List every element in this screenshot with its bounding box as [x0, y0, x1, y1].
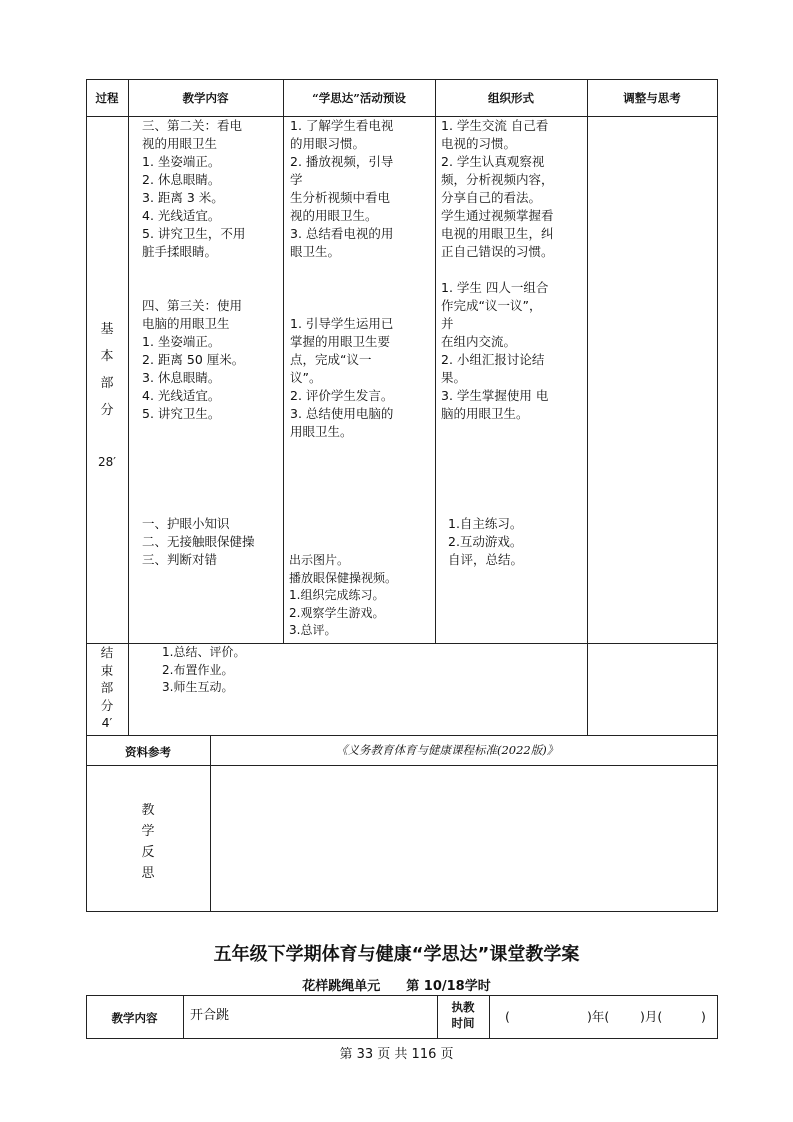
text-line: 2. 距离 50 厘米。	[142, 352, 245, 367]
text-line: 5. 讲究卫生。	[142, 406, 221, 421]
text-line: 作完成“议一议”，	[441, 298, 542, 313]
text-line: 时间	[451, 1016, 475, 1030]
text-line: 2. 评价学生发言。	[290, 388, 394, 403]
text-line: 一、护眼小知识	[142, 516, 230, 531]
label-char: 基	[100, 322, 114, 337]
reference-label: 资料参考	[125, 745, 171, 759]
text-line: 1. 学生 四人一组合	[441, 280, 549, 295]
activity-block-tv	[290, 117, 393, 261]
text-line: 用眼卫生。	[290, 424, 353, 439]
info-border-right	[717, 995, 718, 1038]
text-line: 分享自己的看法。	[441, 190, 542, 205]
label-char: 教	[141, 803, 155, 818]
col-divider-bottom	[210, 735, 211, 911]
text-line: 1. 坐姿端正。	[142, 154, 221, 169]
lesson-time-label	[437, 999, 489, 1031]
col-divider-2	[283, 79, 284, 643]
ending-section-divider	[86, 735, 718, 736]
lesson-subtitle: 花样跳绳单元 第 10/18学时	[302, 979, 491, 994]
date-open-paren: (	[505, 1009, 510, 1024]
reflection-label	[86, 800, 210, 884]
text-line: 议”。	[290, 370, 322, 385]
info-border-top	[86, 995, 718, 996]
ending-section-label	[86, 644, 128, 732]
text-line: 3.总评。	[289, 623, 337, 637]
text-line: 电视的习惯。	[441, 136, 517, 151]
organization-block-eye-care	[448, 515, 523, 569]
text-line: 果。	[441, 370, 467, 385]
label-char: 束	[100, 662, 114, 678]
lesson-content-label: 教学内容	[111, 1011, 158, 1025]
text-line: 5. 讲究卫生，不用	[142, 226, 246, 241]
col-divider-4	[587, 79, 588, 735]
activity-block-computer	[290, 315, 393, 441]
col-divider-3	[435, 79, 436, 643]
text-line: 频，分析视频内容，	[441, 172, 554, 187]
text-line: 正自己错误的习惯。	[441, 244, 554, 259]
text-line: 脏手揉眼睛。	[142, 244, 218, 259]
label-char: 结	[100, 645, 114, 660]
text-line: 视的用眼卫生。	[290, 208, 378, 223]
reference-text: 《义务教育体育与健康课程标准(2022版)》	[336, 743, 559, 757]
text-line: 四、第三关：使用	[142, 298, 243, 313]
text-line: 1. 了解学生看电视	[290, 118, 394, 133]
text-line: 4. 光线适宜。	[142, 208, 221, 223]
text-line: 自评，总结。	[448, 552, 524, 567]
date-day-label: )	[701, 1009, 706, 1024]
text-line: 执教	[451, 1000, 475, 1014]
text-line: 三、第二关：看电	[142, 118, 243, 133]
organization-block-computer	[441, 279, 548, 423]
header-process: 过程	[95, 91, 119, 105]
text-line: 3. 距离 3 米。	[142, 190, 224, 205]
text-line: 2. 学生认真观察视	[441, 154, 545, 169]
ending-section-time: 4′	[101, 715, 113, 730]
text-line: 2.互动游戏。	[448, 534, 523, 549]
organization-block-tv	[441, 117, 554, 261]
text-line: 1. 学生交流 自己看	[441, 118, 549, 133]
content-block-eye-care	[142, 515, 255, 569]
label-char: 反	[141, 845, 155, 860]
text-line: 脑的用眼卫生。	[441, 406, 529, 421]
text-line: 生分析视频中看电	[290, 190, 391, 205]
text-line: 电视的用眼卫生，纠	[441, 226, 554, 241]
text-line: 的用眼习惯。	[290, 136, 366, 151]
lesson-title: 五年级下学期体育与健康“学思达”课堂教学案	[213, 944, 580, 965]
text-line: 并	[441, 316, 454, 331]
table-border-right	[717, 79, 718, 911]
text-line: 3.师生互动。	[162, 680, 234, 694]
label-char: 部	[100, 680, 114, 695]
text-line: 4. 光线适宜。	[142, 388, 221, 403]
content-block-computer	[142, 297, 244, 423]
text-line: 2.观察学生游戏。	[289, 605, 385, 620]
text-line: 3. 学生掌握使用 电	[441, 388, 549, 403]
label-char: 学	[141, 824, 155, 839]
info-divider-1	[183, 995, 184, 1038]
page-number: 第 33 页 共 116 页	[339, 1047, 454, 1062]
text-line: 2. 休息眼睛。	[142, 172, 221, 187]
header-adjustment: 调整与思考	[623, 91, 681, 105]
text-line: 3. 总结使用电脑的	[290, 406, 394, 421]
table-border-top	[86, 79, 718, 80]
content-block-tv	[142, 117, 245, 261]
label-char: 部	[100, 376, 114, 391]
text-line: 3. 总结看电视的用	[290, 226, 394, 241]
label-char: 本	[100, 349, 114, 364]
lesson-content-value: 开合跳	[190, 1008, 230, 1023]
text-line: 1.自主练习。	[448, 516, 523, 531]
table-border-left	[86, 79, 87, 911]
text-line: 3. 休息眼睛。	[142, 370, 221, 385]
header-content: 教学内容	[182, 91, 229, 105]
text-line: 1. 引导学生运用已	[290, 316, 394, 331]
label-char: 思	[141, 866, 155, 881]
text-line: 二、无接触眼保健操	[142, 534, 255, 549]
text-line: 掌握的用眼卫生要	[290, 334, 391, 349]
basic-section-time: 28′	[98, 455, 116, 469]
text-line: 三、判断对错	[142, 552, 218, 567]
text-line: 播放眼保健操视频。	[289, 570, 398, 585]
text-line: 出示图片。	[289, 553, 350, 567]
text-line: 视的用眼卫生	[142, 136, 218, 151]
text-line: 点，完成“议一	[290, 352, 372, 367]
basic-section-label	[86, 316, 128, 424]
text-line: 1. 坐姿端正。	[142, 334, 221, 349]
text-line: 1.组织完成练习。	[289, 588, 385, 602]
text-line: 1.总结、评价。	[162, 645, 246, 659]
text-line: 学生通过视频掌握看	[441, 208, 554, 223]
text-line: 2. 小组汇报讨论结	[441, 352, 545, 367]
header-organization: 组织形式	[488, 91, 534, 105]
table-border-bottom	[86, 911, 718, 912]
text-line: 2.布置作业。	[162, 662, 234, 677]
date-month-label: )月(	[640, 1009, 663, 1024]
header-activity: “学思达”活动预设	[312, 91, 406, 105]
ending-content	[162, 644, 245, 697]
text-line: 学	[290, 172, 303, 187]
text-line: 2. 播放视频，引导	[290, 154, 394, 169]
label-char: 分	[100, 697, 114, 713]
reference-divider	[86, 765, 718, 766]
info-divider-3	[489, 995, 490, 1038]
text-line: 眼卫生。	[290, 244, 341, 259]
label-char: 分	[100, 403, 114, 418]
info-border-bottom	[86, 1038, 718, 1039]
text-line: 在组内交流。	[441, 334, 517, 349]
text-line: 电脑的用眼卫生	[142, 316, 230, 331]
activity-block-eye-care	[289, 552, 397, 640]
date-year-label: )年(	[587, 1009, 610, 1024]
col-divider-1	[128, 79, 129, 735]
